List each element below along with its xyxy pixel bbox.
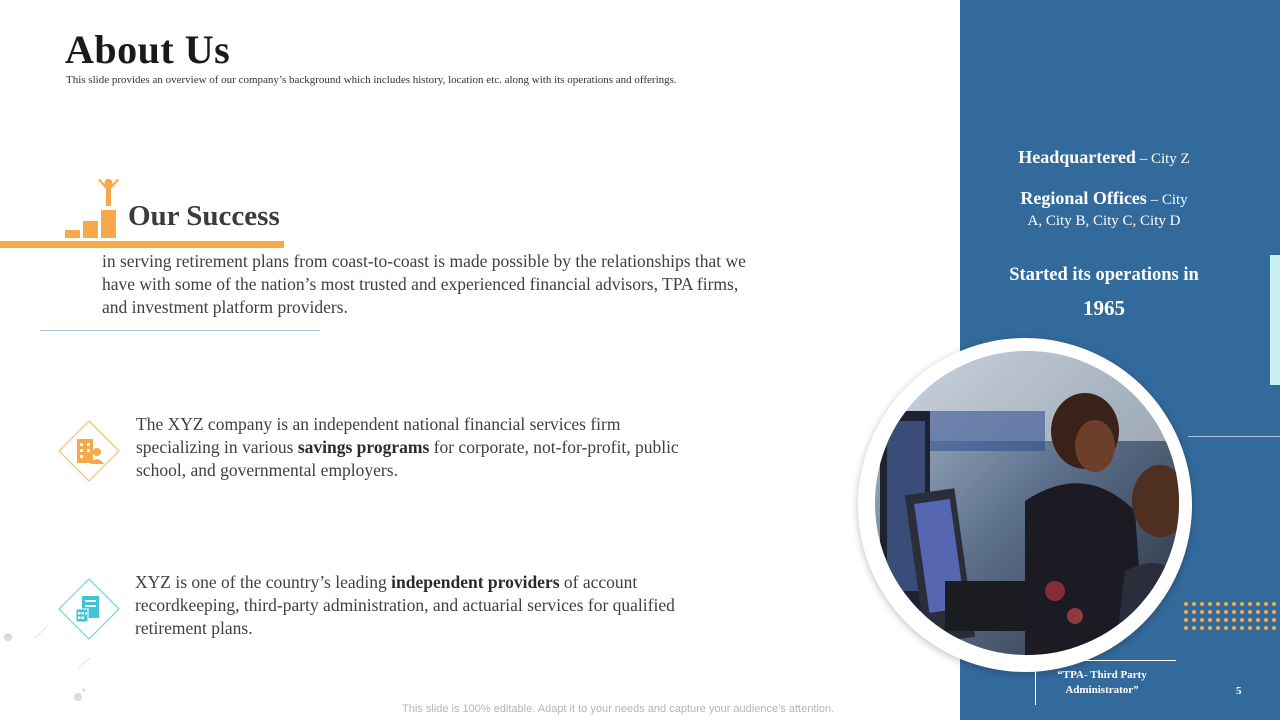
decorative-lines [0,610,100,710]
page-subtitle: This slide provides an overview of our company’s background which includes history, location etc. along with its operations and offerings. [66,74,677,86]
footer-note: This slide is 100% editable. Adapt it to your needs and capture your audience’s attention. [402,703,835,715]
accent-strip [1270,255,1280,385]
started-label: Started its operations in [1009,265,1199,285]
divider [1188,436,1280,437]
divider [40,330,320,331]
headquarters: Headquartered – City Z [1018,147,1190,167]
success-heading: Our Success [128,200,280,232]
feature-text-savings: The XYZ company is an independent national financial services firm specializing in various savings programs for corporate, not-for-profit, public school, and governmental employers. [136,414,679,480]
page-title: About Us [65,27,231,72]
regional-offices: Regional Offices – City A, City B, City C, City D [1020,188,1188,229]
tpa-note: “TPA- Third Party Administrator” [1057,669,1147,696]
success-underline [0,241,284,248]
feature-text-providers: XYZ is one of the country’s leading independent providers of account recordkeeping, third-party administration, and actuarial services for qualified retirement plans. [135,572,675,638]
page-number: 5 [1236,685,1242,697]
founding-year: 1965 [1083,296,1125,320]
podium-person-icon [64,178,126,238]
success-text: in serving retirement plans from coast-to-coast is made possible by the relationships that we have with some of the nation’s most trusted and experienced financial advisors, TPA firms, and investment platform providers. [102,251,746,317]
decorative-dots [1182,600,1280,630]
building-person-icon [58,420,120,482]
team-photo [875,351,1179,655]
